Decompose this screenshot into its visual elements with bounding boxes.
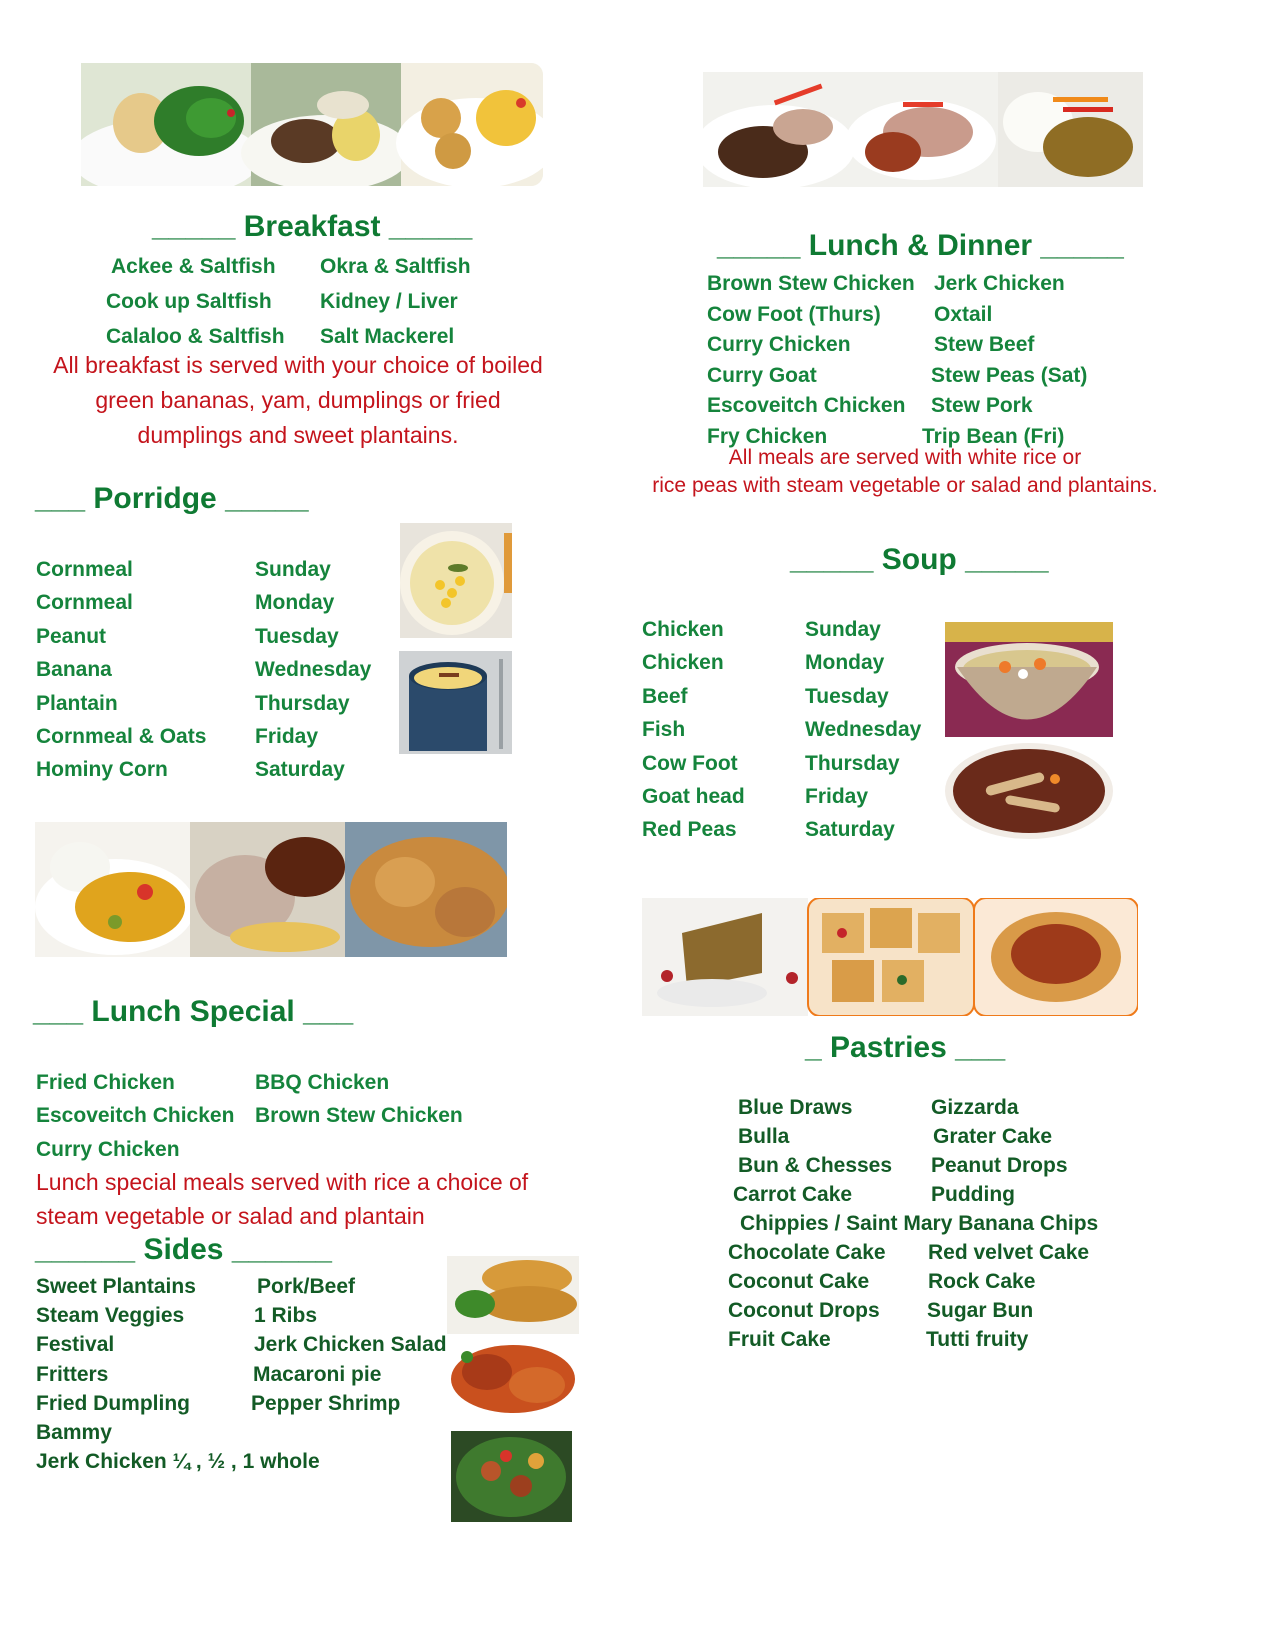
menu-item: Stew Peas (Sat) — [931, 363, 1088, 387]
pastries-col1 — [733, 1093, 893, 1209]
menu-item: Curry Goat — [707, 363, 817, 387]
menu-item: Peanut Drops — [931, 1154, 1068, 1177]
menu-item: Cow Foot (Thurs) — [707, 302, 881, 326]
menu-item: Trip Bean (Fri) — [922, 424, 1065, 448]
day-label: Thursday — [255, 691, 350, 715]
menu-item: Jerk Chicken — [934, 272, 1065, 295]
pastries-photo-strip — [642, 898, 1138, 1016]
menu-item: Curry Chicken — [707, 333, 851, 356]
day-label: Wednesday — [255, 658, 372, 682]
menu-item: Cornmeal — [36, 591, 133, 615]
day-label: Tuesday — [255, 624, 339, 648]
menu-item: Pepper Shrimp — [251, 1391, 401, 1415]
menu-item: Sweet Plantains — [36, 1275, 196, 1298]
porridge-heading: ___ Porridge _____ — [35, 482, 309, 515]
pastries-col1b — [728, 1238, 886, 1354]
menu-item: Fruit Cake — [728, 1328, 831, 1351]
lunch-special-col1 — [36, 1066, 234, 1166]
menu-item: Cornmeal & Oats — [36, 725, 207, 749]
lunch-dinner-col2 — [922, 269, 1088, 452]
day-label: Saturday — [805, 818, 895, 842]
menu-item: Rock Cake — [928, 1270, 1036, 1293]
lunch-dinner-heading: _____ Lunch & Dinner _____ — [717, 229, 1124, 262]
sides-col2 — [251, 1272, 447, 1418]
menu-item: Salt Mackerel — [320, 325, 455, 348]
day-label: Wednesday — [805, 718, 922, 742]
menu-item: Stew Beef — [934, 333, 1035, 356]
menu-item: Escoveitch Chicken — [707, 394, 906, 417]
soup-days — [805, 613, 921, 847]
day-label: Friday — [805, 785, 869, 809]
day-label: Sunday — [255, 558, 331, 581]
lunch-dinner-photo-strip — [703, 72, 1143, 187]
menu-item: Curry Chicken — [36, 1137, 180, 1161]
jerk-chicken-salad-photo — [451, 1431, 572, 1522]
menu-item: Brown Stew Chicken — [707, 272, 915, 295]
menu-item: Chicken — [642, 651, 724, 675]
menu-item: Pudding — [931, 1183, 1015, 1206]
menu-item: Fish — [642, 718, 686, 742]
menu-item: Escoveitch Chicken — [36, 1104, 235, 1128]
menu-item: Okra & Saltfish — [320, 255, 471, 278]
menu-item: BBQ Chicken — [255, 1071, 390, 1094]
menu-item: Bun & Chesses — [738, 1154, 893, 1177]
plantain-porridge-photo — [399, 651, 512, 754]
menu-item: Fried Chicken — [36, 1071, 175, 1094]
menu-item: Hominy Corn — [36, 758, 168, 782]
menu-item: Brown Stew Chicken — [255, 1104, 463, 1128]
menu-item: Fritters — [36, 1362, 109, 1386]
menu-item: Plantain — [36, 691, 118, 715]
menu-item: Cow Foot — [642, 751, 738, 775]
lunch-dinner-col1 — [707, 269, 915, 452]
cornmeal-porridge-photo — [400, 523, 512, 638]
menu-item: Gizzarda — [931, 1096, 1019, 1119]
menu-item: Macaroni pie — [253, 1362, 382, 1386]
breakfast-col1 — [106, 249, 285, 354]
sides-heading: ______ Sides ______ — [35, 1233, 332, 1266]
fritters-photo — [447, 1256, 579, 1334]
menu-item: Fried Dumpling — [36, 1391, 190, 1415]
lunch-special-photo-strip — [35, 822, 507, 957]
day-label: Thursday — [805, 751, 900, 775]
menu-item: Banana — [36, 658, 112, 682]
menu-item: Kidney / Liver — [320, 290, 458, 313]
lunch-special-note: Lunch special meals served with rice a choice of steam vegetable or salad and plantain — [36, 1169, 529, 1229]
day-label: Friday — [255, 725, 319, 749]
menu-item: Stew Pork — [931, 394, 1033, 417]
chicken-soup-photo — [945, 622, 1113, 737]
breakfast-photo-strip — [81, 63, 543, 186]
porridge-items — [36, 553, 206, 787]
menu-item: Calaloo & Saltfish — [106, 325, 285, 348]
pastries-col2 — [931, 1093, 1068, 1209]
menu-item: Red Peas — [642, 818, 737, 842]
pastries-wide-item: Chippies / Saint Mary Banana Chips — [740, 1212, 1099, 1235]
porridge-days — [255, 553, 371, 787]
menu-item: Coconut Drops — [728, 1299, 880, 1322]
menu-item: Peanut — [36, 624, 107, 648]
jerk-chicken-photo — [447, 1337, 579, 1417]
menu-item: Cornmeal — [36, 558, 133, 581]
breakfast-col2 — [320, 249, 471, 354]
menu-item: Beef — [642, 684, 688, 708]
menu-item: 1 Ribs — [254, 1304, 318, 1328]
menu-item: Cook up Saltfish — [106, 290, 272, 313]
menu-item: Grater Cake — [933, 1125, 1053, 1148]
menu-item: Festival — [36, 1333, 115, 1357]
menu-item: Coconut Cake — [728, 1270, 870, 1293]
menu-item: Bammy — [36, 1421, 112, 1445]
menu-item: Carrot Cake — [733, 1183, 853, 1206]
menu-item: Jerk Chicken ¼ , ½ , 1 whole — [36, 1450, 320, 1474]
day-label: Saturday — [255, 758, 345, 782]
lunch-special-col2 — [255, 1066, 463, 1133]
menu-item: Chocolate Cake — [728, 1241, 886, 1264]
menu-item: Blue Draws — [738, 1096, 853, 1119]
menu-item: Red velvet Cake — [928, 1241, 1090, 1264]
menu-item: Bulla — [738, 1125, 790, 1148]
menu-item: Sugar Bun — [927, 1299, 1034, 1322]
menu-item: Pork/Beef — [257, 1275, 356, 1298]
menu-item: Fry Chicken — [707, 424, 828, 448]
menu-item: Tutti fruity — [926, 1328, 1029, 1351]
day-label: Sunday — [805, 618, 881, 641]
day-label: Monday — [805, 651, 885, 675]
menu-item: Jerk Chicken Salad — [254, 1333, 447, 1357]
red-peas-soup-photo — [945, 739, 1113, 844]
menu-item: Ackee & Saltfish — [111, 255, 276, 278]
menu-item: Goat head — [642, 785, 745, 809]
day-label: Monday — [255, 591, 335, 615]
pastries-col2b — [928, 1238, 1089, 1354]
breakfast-heading: _____ Breakfast _____ — [152, 210, 473, 243]
soup-items — [642, 613, 745, 847]
menu-item: Chicken — [642, 618, 724, 641]
lunch-dinner-note: All meals are served with white rice or rice peas with steam vegetable or salad and plantains. — [652, 446, 1158, 497]
menu-item: Steam Veggies — [36, 1304, 185, 1328]
breakfast-note: All breakfast is served with your choice of boiled green bananas, yam, dumplings or fried dumplings and sweet plantains. — [53, 352, 543, 448]
soup-heading: _____ Soup _____ — [790, 543, 1049, 576]
lunch-special-heading: ___ Lunch Special ___ — [33, 995, 354, 1028]
day-label: Tuesday — [805, 684, 889, 708]
menu-item: Oxtail — [934, 302, 993, 326]
pastries-heading: _ Pastries ___ — [805, 1031, 1006, 1064]
